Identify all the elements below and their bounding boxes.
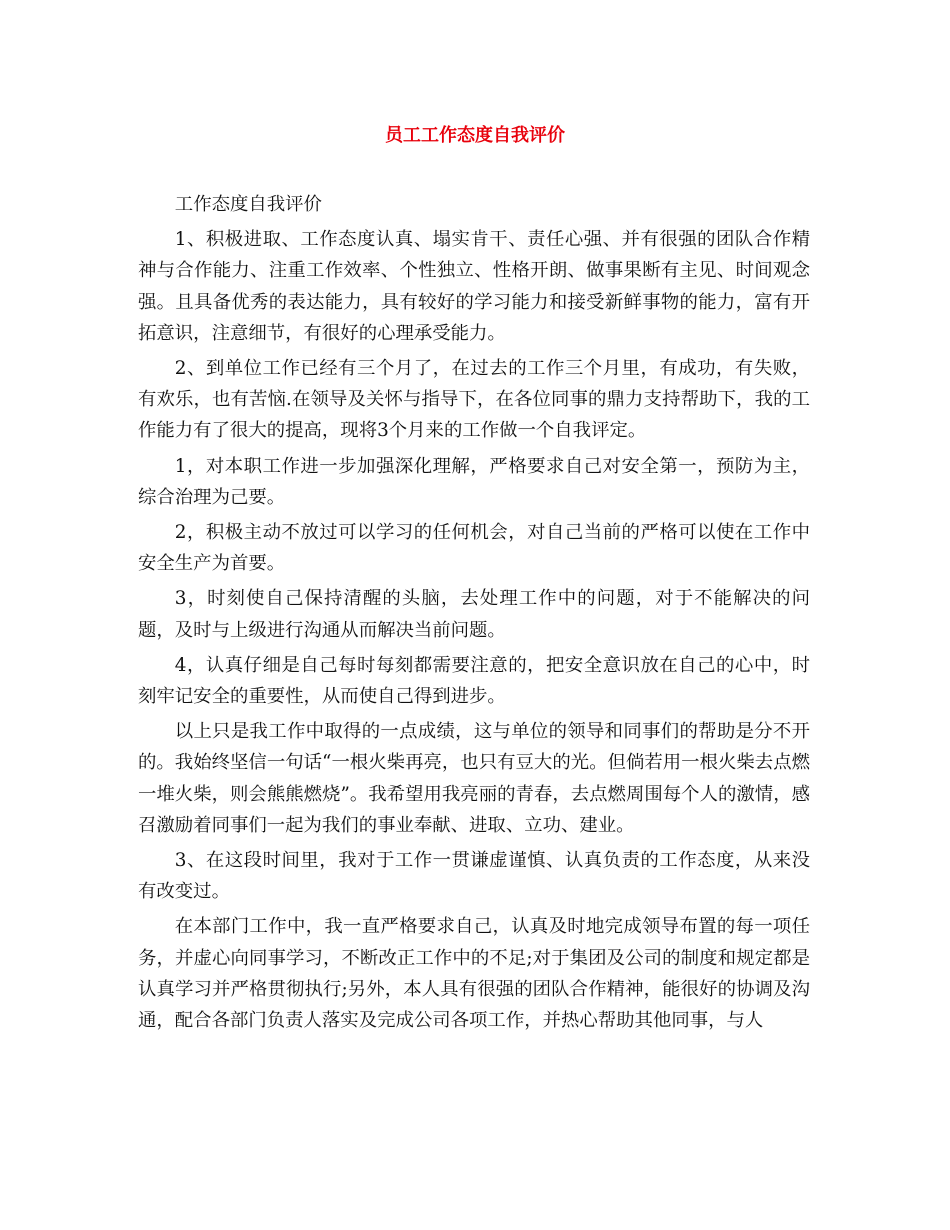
paragraph-department: 在本部门工作中，我一直严格要求自己，认真及时地完成领导布置的每一项任务，并虚心向同事学习，不断改正工作中的不足;对于集团及公司的制度和规定都是认真学习并严格贯彻执行;另外，本人具有很强的团队合作精神，能很好的协调及沟通，配合各部门负责人落实及完成公司各项工作，并热心帮助其他同事，与人 — [138, 916, 810, 1032]
paragraph-3: 3、在这段时间里，我对于工作一贯谦虚谨慎、认真负责的工作态度，从来没有改变过。 — [138, 850, 810, 903]
paragraph-1: 1、积极进取、工作态度认真、塌实肯干、责任心强、并有很强的团队合作精神与合作能力、注重工作效率、个性独立、性格开朗、做事果断有主见、时间观念强。且具备优秀的表达能力，具有较好的学习能力和接受新鲜事物的能力，富有开拓意识，注意细节，有很好的心理承受能力。 — [138, 229, 810, 344]
paragraph-item-1: 1，对本职工作进一步加强深化理解，严格要求自己对安全第一，预防为主，综合治理为己要。 — [138, 455, 810, 508]
paragraph-2: 2、到单位工作已经有三个月了，在过去的工作三个月里，有成功，有失败，有欢乐，也有苦恼.在领导及关怀与指导下，在各位同事的鼎力支持帮助下，我的工作能力有了很大的提高，现将3个月来的工作做一个自我评定。 — [138, 358, 810, 442]
paragraph-subtitle: 工作态度自我评价 — [174, 194, 322, 215]
paragraph-item-4: 4，认真仔细是自己每时每刻都需要注意的，把安全意识放在自己的心中，时刻牢记安全的重要性，从而使自己得到进步。 — [138, 654, 810, 708]
document-body — [138, 189, 810, 1040]
paragraph-item-2: 2，积极主动不放过可以学习的任何机会，对自己当前的严格可以使在工作中安全生产为首要。 — [138, 522, 810, 575]
paragraph-summary: 以上只是我工作中取得的一点成绩，这与单位的领导和同事们的帮助是分不开的。我始终坚信一句话“一根火柴再亮，也只有豆大的光。但倘若用一根火柴去点燃一堆火柴，则会熊熊燃烧”。我希望用我亮丽的青春，去点燃周围每个人的激情，感召激励着同事们一起为我们的事业奉献、进取、立功、建业。 — [138, 721, 810, 836]
document-title: 员工工作态度自我评价 — [385, 125, 565, 146]
paragraph-item-3: 3，时刻使自己保持清醒的头脑，去处理工作中的问题，对于不能解决的问题，及时与上级进行沟通从而解决当前问题。 — [138, 588, 810, 641]
